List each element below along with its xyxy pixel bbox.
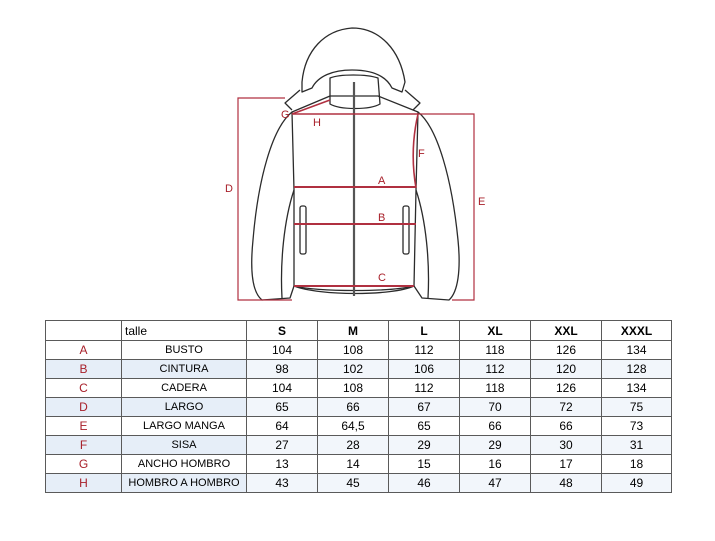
row-letter: F — [46, 436, 122, 455]
size-value: 49 — [602, 474, 672, 493]
size-value: 15 — [389, 455, 460, 474]
size-value: 134 — [602, 379, 672, 398]
jacket-outline — [252, 28, 459, 300]
size-value: 72 — [531, 398, 602, 417]
size-header: XL — [460, 321, 531, 341]
size-value: 64,5 — [318, 417, 389, 436]
header-blank — [46, 321, 122, 341]
measure-name: ANCHO HOMBRO — [122, 455, 247, 474]
label-F: F — [418, 148, 425, 160]
size-value: 66 — [318, 398, 389, 417]
size-value: 104 — [247, 379, 318, 398]
size-value: 48 — [531, 474, 602, 493]
table-row — [46, 360, 672, 379]
table-row — [46, 379, 672, 398]
table-row — [46, 398, 672, 417]
size-header: L — [389, 321, 460, 341]
measure-name: CADERA — [122, 379, 247, 398]
size-value: 98 — [247, 360, 318, 379]
label-C: C — [378, 272, 386, 284]
label-D: D — [225, 183, 233, 195]
size-value: 45 — [318, 474, 389, 493]
row-letter: H — [46, 474, 122, 493]
label-B: B — [378, 212, 386, 224]
measure-name: LARGO — [122, 398, 247, 417]
measure-name: LARGO MANGA — [122, 417, 247, 436]
size-value: 102 — [318, 360, 389, 379]
size-value: 27 — [247, 436, 318, 455]
size-value: 17 — [531, 455, 602, 474]
label-G: G — [281, 109, 290, 121]
size-value: 65 — [389, 417, 460, 436]
size-value: 16 — [460, 455, 531, 474]
size-value: 126 — [531, 379, 602, 398]
size-value: 75 — [602, 398, 672, 417]
table-row — [46, 455, 672, 474]
size-header: S — [247, 321, 318, 341]
size-value: 13 — [247, 455, 318, 474]
table-row — [46, 436, 672, 455]
size-value: 112 — [460, 360, 531, 379]
label-H: H — [313, 117, 321, 129]
size-value: 108 — [318, 379, 389, 398]
label-A: A — [378, 175, 386, 187]
measure-name: HOMBRO A HOMBRO — [122, 474, 247, 493]
measure-name: SISA — [122, 436, 247, 455]
measure-name: BUSTO — [122, 341, 247, 360]
row-letter: G — [46, 455, 122, 474]
size-value: 29 — [460, 436, 531, 455]
table-row — [46, 341, 672, 360]
size-value: 30 — [531, 436, 602, 455]
size-value: 14 — [318, 455, 389, 474]
size-value: 64 — [247, 417, 318, 436]
size-header: M — [318, 321, 389, 341]
size-value: 104 — [247, 341, 318, 360]
row-letter: E — [46, 417, 122, 436]
size-value: 43 — [247, 474, 318, 493]
size-value: 106 — [389, 360, 460, 379]
size-header: XXXL — [602, 321, 672, 341]
size-value: 128 — [602, 360, 672, 379]
size-value: 126 — [531, 341, 602, 360]
table-row — [46, 474, 672, 493]
table-row — [46, 417, 672, 436]
size-value: 70 — [460, 398, 531, 417]
size-value: 65 — [247, 398, 318, 417]
header-row — [46, 321, 672, 341]
row-letter: B — [46, 360, 122, 379]
size-value: 18 — [602, 455, 672, 474]
row-letter: A — [46, 341, 122, 360]
size-value: 120 — [531, 360, 602, 379]
size-value: 67 — [389, 398, 460, 417]
size-value: 28 — [318, 436, 389, 455]
size-value: 73 — [602, 417, 672, 436]
measure-name: CINTURA — [122, 360, 247, 379]
size-table — [45, 320, 672, 493]
size-value: 112 — [389, 379, 460, 398]
size-value: 66 — [531, 417, 602, 436]
size-value: 29 — [389, 436, 460, 455]
size-value: 112 — [389, 341, 460, 360]
size-header: XXL — [531, 321, 602, 341]
size-value: 134 — [602, 341, 672, 360]
size-value: 108 — [318, 341, 389, 360]
size-value: 47 — [460, 474, 531, 493]
size-value: 46 — [389, 474, 460, 493]
size-value: 118 — [460, 379, 531, 398]
size-value: 118 — [460, 341, 531, 360]
row-letter: D — [46, 398, 122, 417]
size-value: 31 — [602, 436, 672, 455]
row-letter: C — [46, 379, 122, 398]
label-E: E — [478, 196, 486, 208]
size-value: 66 — [460, 417, 531, 436]
header-talle: talle — [122, 321, 247, 341]
measurement-lines — [238, 98, 474, 300]
